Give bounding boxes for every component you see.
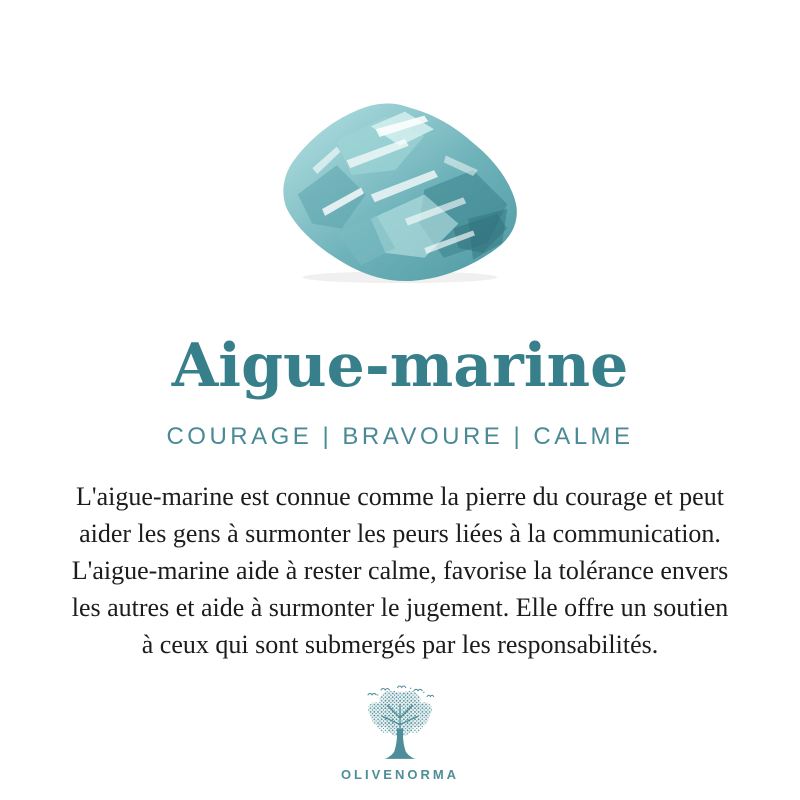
aquamarine-crystal-icon — [275, 100, 525, 285]
paragraph-line: L'aigue-marine est connue comme la pierre du courage et peut — [76, 482, 724, 511]
brand-logo — [341, 685, 459, 782]
aquamarine-crystal-image — [275, 100, 525, 285]
paragraph-line: L'aigue-marine aide à rester calme, favorise la tolérance envers — [71, 556, 729, 585]
tagline: COURAGE | BRAVOURE | CALME — [166, 423, 634, 450]
brand-name: OLIVENORMA — [340, 767, 460, 782]
paragraph-line: aider les gens à surmonter les peurs liées à la communication. — [79, 519, 721, 548]
olive-tree-icon — [345, 685, 455, 763]
description-paragraph — [72, 478, 729, 663]
page-title: Aigue-marine — [171, 331, 629, 401]
paragraph-line: les autres et aide à surmonter le jugement. Elle offre un soutien — [71, 593, 729, 622]
paragraph-line: à ceux qui sont submergés par les responsabilités. — [141, 630, 659, 659]
